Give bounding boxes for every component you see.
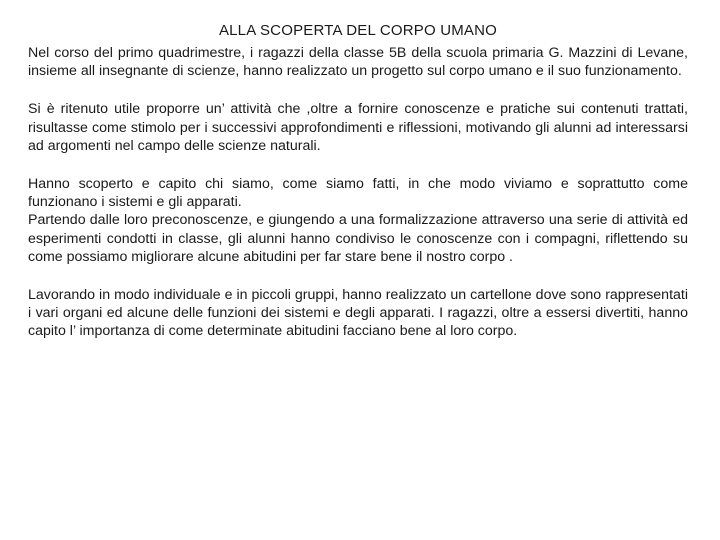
document-title: ALLA SCOPERTA DEL CORPO UMANO [218,22,498,39]
paragraph-conclusion: Lavorando in modo individuale e in piccoli gruppi, hanno realizzato un cartellone dove sono rappresentati i vari organi ed alcune delle funzioni dei sistemi e degli apparati. I ragazzi, oltre a essersi divertiti, hanno capito l’ importanza di come determinate abitudini facciano bene al loro corpo. [28,287,688,340]
paragraph-discovery: Hanno scoperto e capito chi siamo, come siamo fatti, in che modo viviamo e soprattutto come funzionano i sistemi e gli apparati. [28,176,688,211]
document-page [28,20,688,341]
paragraph-intro: Nel corso del primo quadrimestre, i ragazzi della classe 5B della scuola primaria G. Mazzini di Levane, insieme all insegnante di scienze, hanno realizzato un progetto sul corpo umano e il suo funzionamento. [28,45,688,80]
paragraph-method: Partendo dalle loro preconoscenze, e giungendo a una formalizzazione attraverso una serie di attività ed esperimenti condotti in classe, gli alunni hanno condiviso le conoscenze con i compagni, riflettendo su come possiamo migliorare alcune abitudini per far stare bene il nostro corpo . [28,212,688,265]
paragraph-purpose: Si è ritenuto utile proporre un’ attività che ,oltre a fornire conoscenze e pratiche sui contenuti trattati, risultasse come stimolo per i successivi approfondimenti e riflessioni, motivando gli alunni ad interessarsi ad argomenti nel campo delle scienze naturali. [28,101,688,154]
